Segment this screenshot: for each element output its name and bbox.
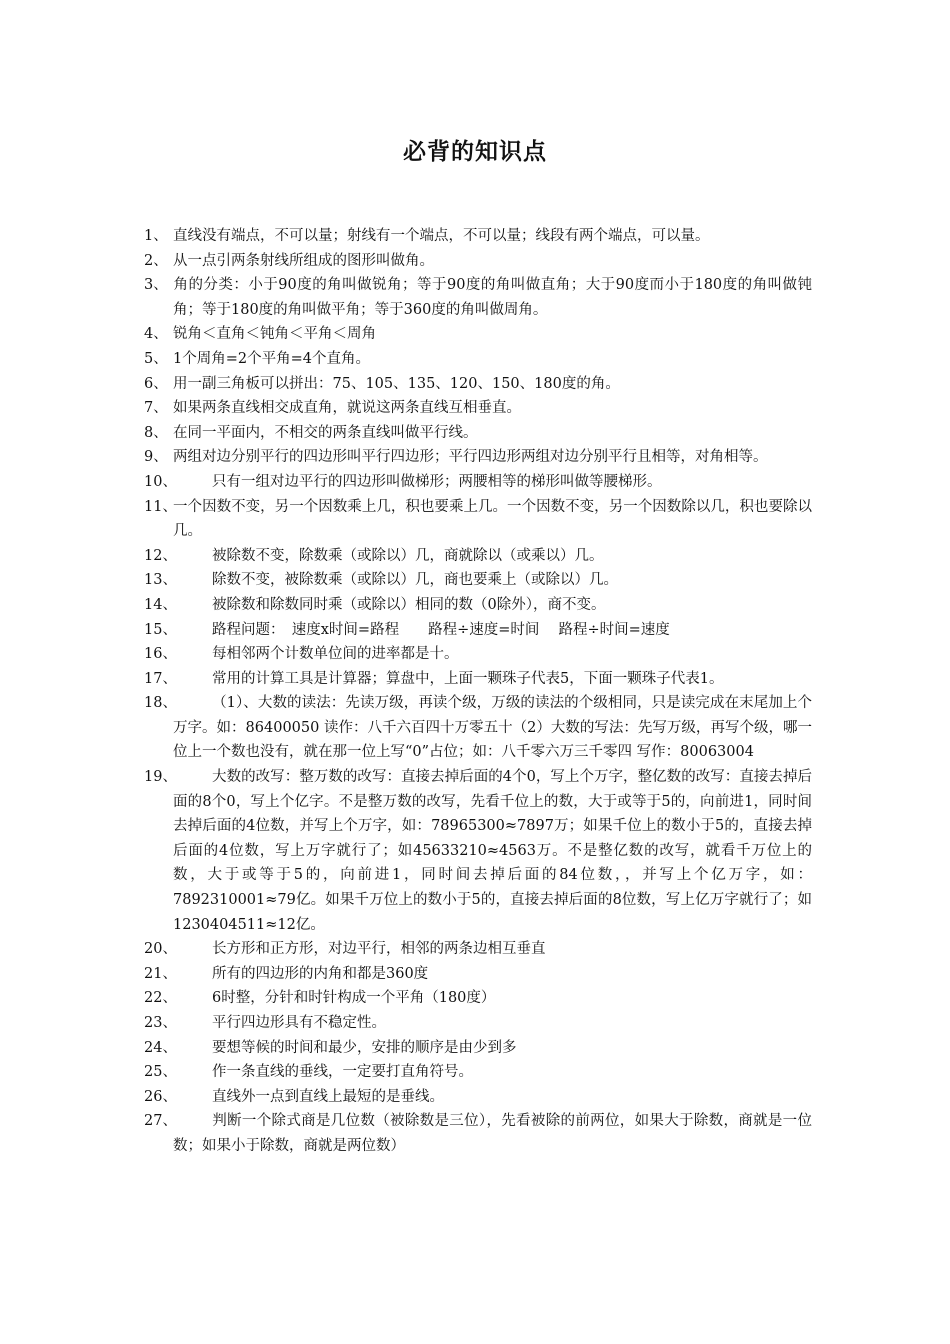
item-number: 9、 bbox=[144, 449, 168, 466]
item-number: 1、 bbox=[144, 228, 168, 244]
list-item bbox=[144, 1011, 812, 1036]
item-text: 1个周角=2个平角=4个直角。 bbox=[173, 350, 370, 367]
list-item bbox=[144, 396, 812, 421]
item-number: 24、 bbox=[144, 1039, 177, 1056]
list-item bbox=[144, 765, 812, 937]
item-text: 作一条直线的垂线，一定要打直角符号。 bbox=[212, 1064, 473, 1081]
item-number: 3、 bbox=[144, 277, 168, 294]
item-text: 长方形和正方形，对边平行，相邻的两条边相互垂直 bbox=[212, 941, 546, 958]
list-item bbox=[144, 1109, 812, 1158]
item-number: 11、 bbox=[144, 498, 177, 515]
item-text: 要想等候的时间和最少，安排的顺序是由少到多 bbox=[212, 1039, 517, 1056]
item-number: 20、 bbox=[144, 941, 177, 958]
item-number: 15、 bbox=[144, 621, 177, 638]
item-number: 4、 bbox=[144, 326, 168, 343]
item-text: 除数不变，被除数乘（或除以）几，商也要乘上（或除以）几。 bbox=[212, 572, 618, 589]
item-text: 只有一组对边平行的四边形叫做梯形；两腰相等的梯形叫做等腰梯形。 bbox=[212, 473, 662, 490]
item-text: 用一副三角板可以拼出：75、105、135、120、150、180度的角。 bbox=[173, 375, 620, 392]
list-item bbox=[144, 962, 812, 987]
list-item bbox=[144, 618, 812, 643]
item-text: （1）、大数的读法：先读万级，再读个级，万级的读法的个级相同，只是读完成在末尾加上个万字。如：86400050 读作：八千六百四十万零五十（2）大数的写法：先写万级，再写个级，哪一位上一个数也没有，就在那一位上写“0”占位；如：八千零六万三千零四 写作：80063004 bbox=[173, 695, 812, 761]
list-item bbox=[144, 495, 812, 544]
item-text: 平行四边形具有不稳定性。 bbox=[212, 1015, 386, 1031]
item-text: 在同一平面内，不相交的两条直线叫做平行线。 bbox=[173, 424, 478, 441]
item-number: 2、 bbox=[144, 252, 168, 269]
item-number: 27、 bbox=[144, 1113, 177, 1130]
item-number: 17、 bbox=[144, 670, 177, 687]
list-item bbox=[144, 273, 812, 322]
list-item bbox=[144, 1036, 812, 1061]
item-number: 10、 bbox=[144, 473, 177, 490]
list-item bbox=[144, 667, 812, 692]
item-number: 23、 bbox=[144, 1015, 177, 1031]
item-text: 角的分类：小于90度的角叫做锐角；等于90度的角叫做直角；大于90度而小于180度的角叫做钝角；等于180度的角叫做平角；等于360度的角叫做周角。 bbox=[173, 277, 812, 318]
item-text: 路程问题： 速度x时间=路程 路程÷速度=时间 路程÷时间=速度 bbox=[212, 621, 670, 638]
item-number: 19、 bbox=[144, 769, 177, 786]
list-item bbox=[144, 322, 812, 347]
item-text: 直线没有端点，不可以量；射线有一个端点，不可以量；线段有两个端点，可以量。 bbox=[173, 228, 710, 244]
item-number: 8、 bbox=[144, 424, 168, 441]
list-item bbox=[144, 986, 812, 1011]
list-item bbox=[144, 1085, 812, 1110]
item-text: 如果两条直线相交成直角，就说这两条直线互相垂直。 bbox=[173, 400, 521, 417]
list-item bbox=[144, 544, 812, 569]
item-text: 被除数不变，除数乘（或除以）几，商就除以（或乘以）几。 bbox=[212, 547, 604, 564]
list-item bbox=[144, 470, 812, 495]
list-item bbox=[144, 249, 812, 274]
list-item bbox=[144, 1060, 812, 1085]
item-text: 判断一个除式商是几位数（被除数是三位），先看被除的前两位，如果大于除数，商就是一位数；如果小于除数，商就是两位数） bbox=[173, 1113, 812, 1154]
item-text: 被除数和除数同时乘（或除以）相同的数（0除外），商不变。 bbox=[212, 596, 606, 613]
item-number: 12、 bbox=[144, 547, 177, 564]
item-text: 每相邻两个计数单位间的进率都是十。 bbox=[212, 646, 459, 663]
item-number: 25、 bbox=[144, 1064, 177, 1081]
item-number: 7、 bbox=[144, 400, 168, 417]
item-number: 16、 bbox=[144, 646, 177, 663]
item-number: 13、 bbox=[144, 572, 177, 589]
item-text: 锐角＜直角＜钝角＜平角＜周角 bbox=[173, 326, 376, 343]
item-text: 直线外一点到直线上最短的是垂线。 bbox=[212, 1088, 444, 1105]
list-item bbox=[144, 421, 812, 446]
item-number: 6、 bbox=[144, 375, 168, 392]
item-text: 所有的四边形的内角和都是360度 bbox=[212, 965, 429, 982]
item-number: 21、 bbox=[144, 965, 177, 982]
item-number: 26、 bbox=[144, 1088, 177, 1105]
item-text: 一个因数不变，另一个因数乘上几，积也要乘上几。一个因数不变，另一个因数除以几，积也要除以几。 bbox=[173, 498, 812, 540]
item-number: 18、 bbox=[144, 695, 177, 712]
list-item bbox=[144, 568, 812, 593]
item-text: 6时整，分针和时针构成一个平角（180度） bbox=[212, 990, 496, 1007]
knowledge-list bbox=[144, 224, 812, 1159]
list-item bbox=[144, 691, 812, 765]
item-number: 14、 bbox=[144, 596, 177, 613]
list-item bbox=[144, 642, 812, 667]
item-number: 5、 bbox=[144, 350, 168, 367]
item-text: 大数的改写：整万数的改写：直接去掉后面的4个0，写上个万字，整亿数的改写：直接去掉后面的8个0，写上个亿字。不是整万数的改写，先看千位上的数，大于或等于5的，向前进1，同时间去掉后面的4位数，并写上个万字，如：78965300≈7897万；如果千位上的数小于5的，直接去掉后面的4位数，写上万字就行了；如45633210≈4563万。不是整亿数的改写，就看千万位上的数，大于或等于5的，向前进1，同时间去掉后面的84位数，，并写上个亿万字，如：7892310001≈79亿。如果千万位上的数小于5的，直接去掉后面的8位数，写上亿万字就行了；如1230404511≈12亿。 bbox=[173, 769, 812, 933]
item-text: 两组对边分别平行的四边形叫平行四边形；平行四边形两组对边分别平行且相等，对角相等。 bbox=[173, 449, 768, 466]
list-item bbox=[144, 593, 812, 618]
list-item bbox=[144, 347, 812, 372]
item-text: 从一点引两条射线所组成的图形叫做角。 bbox=[173, 252, 434, 269]
list-item bbox=[144, 937, 812, 962]
list-item bbox=[144, 445, 812, 470]
page-title: 必背的知识点 bbox=[403, 139, 547, 165]
list-item bbox=[144, 372, 812, 397]
item-number: 22、 bbox=[144, 990, 177, 1007]
item-text: 常用的计算工具是计算器；算盘中，上面一颗珠子代表5，下面一颗珠子代表1。 bbox=[212, 670, 724, 687]
list-item bbox=[144, 224, 812, 249]
